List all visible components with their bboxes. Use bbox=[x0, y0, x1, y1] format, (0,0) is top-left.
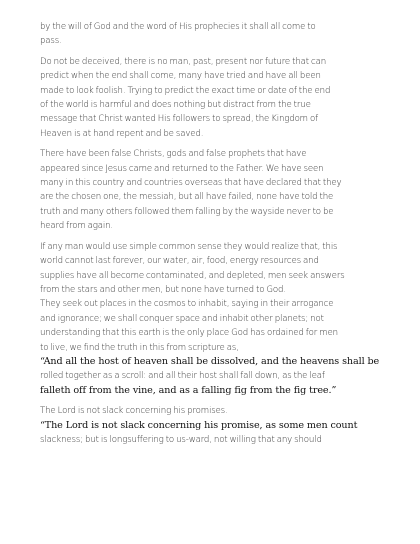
paragraph bbox=[40, 240, 380, 398]
text-line: world cannot last forever, our water, air, food, energy resources and bbox=[40, 256, 319, 267]
scripture-quote-line: rolled together as a scroll: and all their host shall fall down, as the leaf bbox=[40, 371, 325, 382]
text-line: predict when the end shall come, many have tried and have all been bbox=[40, 71, 321, 82]
text-line: slackness; but is longsuffering to us-ward, not willing that any should bbox=[40, 434, 322, 445]
paragraph bbox=[40, 20, 380, 49]
text-line: Do not be deceived, there is no man, past, present nor future that can bbox=[40, 56, 327, 67]
text-line: are the chosen one, the messiah, but all have failed, none have told the bbox=[40, 192, 334, 203]
paragraph bbox=[40, 404, 380, 447]
document-body bbox=[40, 20, 380, 447]
text-line: The Lord is not slack concerning his promises. bbox=[40, 406, 228, 417]
text-line: made to look foolish. Trying to predict the exact time or date of the end bbox=[40, 85, 331, 96]
text-line: of the world is harmful and does nothing but distract from the true bbox=[40, 100, 311, 111]
text-line: by the will of God and the word of His prophecies it shall all come to bbox=[40, 22, 316, 32]
scripture-quote-line: “The Lord is not slack concerning his promise, as some men count bbox=[40, 419, 358, 431]
text-line: Heaven is at hand repent and be saved. bbox=[40, 128, 204, 139]
text-line: and ignorance; we shall conquer space and inhabit other planets; not bbox=[40, 313, 324, 324]
scripture-quote-line: falleth off from the vine, and as a falling fig from the fig tree.” bbox=[40, 384, 337, 396]
text-line: many in this country and countries overseas that have declared that they bbox=[40, 178, 342, 189]
paragraph bbox=[40, 147, 380, 233]
text-line: from the stars and other men, but none have turned to God. bbox=[40, 284, 286, 295]
scripture-quote-line: “And all the host of heaven shall be dissolved, and the heavens shall be bbox=[40, 355, 380, 367]
text-line: pass. bbox=[40, 36, 62, 47]
text-line: understanding that this earth is the only place God has ordained for men bbox=[40, 328, 338, 339]
text-line: heard from again. bbox=[40, 221, 114, 232]
text-line: to live, we find the truth in this from scripture as, bbox=[40, 342, 239, 353]
paragraph bbox=[40, 55, 380, 141]
text-line: truth and many others followed them falling by the wayside never to be bbox=[40, 206, 334, 217]
text-line: If any man would use simple common sense they would realize that, this bbox=[40, 241, 338, 252]
text-line: There have been false Christs, gods and false prophets that have bbox=[40, 149, 307, 160]
text-line: They seek out places in the cosmos to inhabit, saying in their arrogance bbox=[40, 299, 334, 310]
text-line: appeared since Jesus came and returned to the Father. We have seen bbox=[40, 163, 324, 174]
text-line: supplies have all become contaminated, and depleted, men seek answers bbox=[40, 270, 345, 281]
text-line: message that Christ wanted His followers to spread, the Kingdom of bbox=[40, 114, 318, 125]
